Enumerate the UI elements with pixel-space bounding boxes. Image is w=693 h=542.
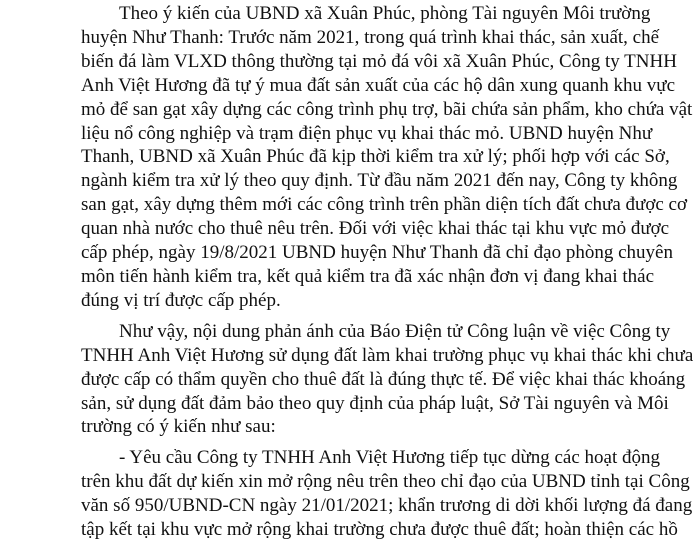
paragraph-line: trên khu đất dự kiến xin mở rộng nêu trên theo chỉ đạo của UBND tỉnh tại Công [81,471,690,493]
paragraph-line: sản, sử dụng đất đảm bảo theo quy định của pháp luật, Sở Tài nguyên và Môi [81,392,669,414]
paragraph-line: TNHH Anh Việt Hương sử dụng đất làm khai trường phục vụ khai thác khi chưa [81,344,693,366]
paragraph-line: trường có ý kiến như sau: [81,416,276,438]
paragraph-line: môn tiến hành kiểm tra, kết quả kiểm tra đã xác nhận đơn vị đang khai thác [81,265,655,287]
paragraph-line: cấp phép, ngày 19/8/2021 UBND huyện Như Thanh đã chỉ đạo phòng chuyên [81,242,673,264]
paragraph-line: Như vậy, nội dung phản ánh của Báo Điện tử Công luận về việc Công ty [119,320,671,342]
paragraph-line: quan nhà nước cho thuê nêu trên. Đối với việc khai thác tại khu vực mỏ được [81,218,670,240]
paragraph-line: văn số 950/UBND-CN ngày 21/01/2021; khẩn trương di dời khối lượng đá đang [81,495,693,517]
paragraph-1 [81,2,693,313]
paragraph-3 [81,446,693,542]
paragraph-line: huyện Như Thanh: Trước năm 2021, trong quá trình khai thác, sản xuất, chế [81,26,660,48]
paragraph-line: Thanh, UBND xã Xuân Phúc đã kịp thời kiểm tra xử lý; phối hợp với các Sở, [81,146,670,168]
paragraph-line: đúng vị trí được cấp phép. [81,289,281,311]
paragraph-line: ngành kiểm tra xử lý theo quy định. Từ đầu năm 2021 đến nay, Công ty không [81,170,678,192]
paragraph-line: liệu nổ công nghiệp và trạm điện phục vụ khai thác mỏ. UBND huyện Như [81,122,653,144]
paragraph-2 [81,320,693,440]
paragraph-line: san gạt, xây dựng thêm mới các công trình trên phần diện tích đất chưa được cơ [81,194,688,216]
paragraph-line: Theo ý kiến của UBND xã Xuân Phúc, phòng Tài nguyên Môi trường [119,3,651,24]
paragraph-line: biến đá làm VLXD thông thường tại mỏ đá vôi xã Xuân Phúc, Công ty TNHH [81,50,677,72]
paragraph-line: tập kết tại khu vực mở rộng khai trường chưa được thuê đất; hoàn thiện các hồ [81,519,678,541]
paragraph-line: mỏ để san gạt xây dựng các công trình phụ trợ, bãi chứa sản phẩm, kho chứa vật [81,98,693,120]
paragraph-line: Anh Việt Hương đã tự ý mua đất sản xuất của các hộ dân xung quanh khu vực [81,74,676,96]
paragraph-line: được cấp có thẩm quyền cho thuê đất là đúng thực tế. Để việc khai thác khoáng [81,368,686,390]
paragraph-line: - Yêu cầu Công ty TNHH Anh Việt Hương tiếp tục dừng các hoạt động [119,447,660,469]
document-page [81,0,693,542]
